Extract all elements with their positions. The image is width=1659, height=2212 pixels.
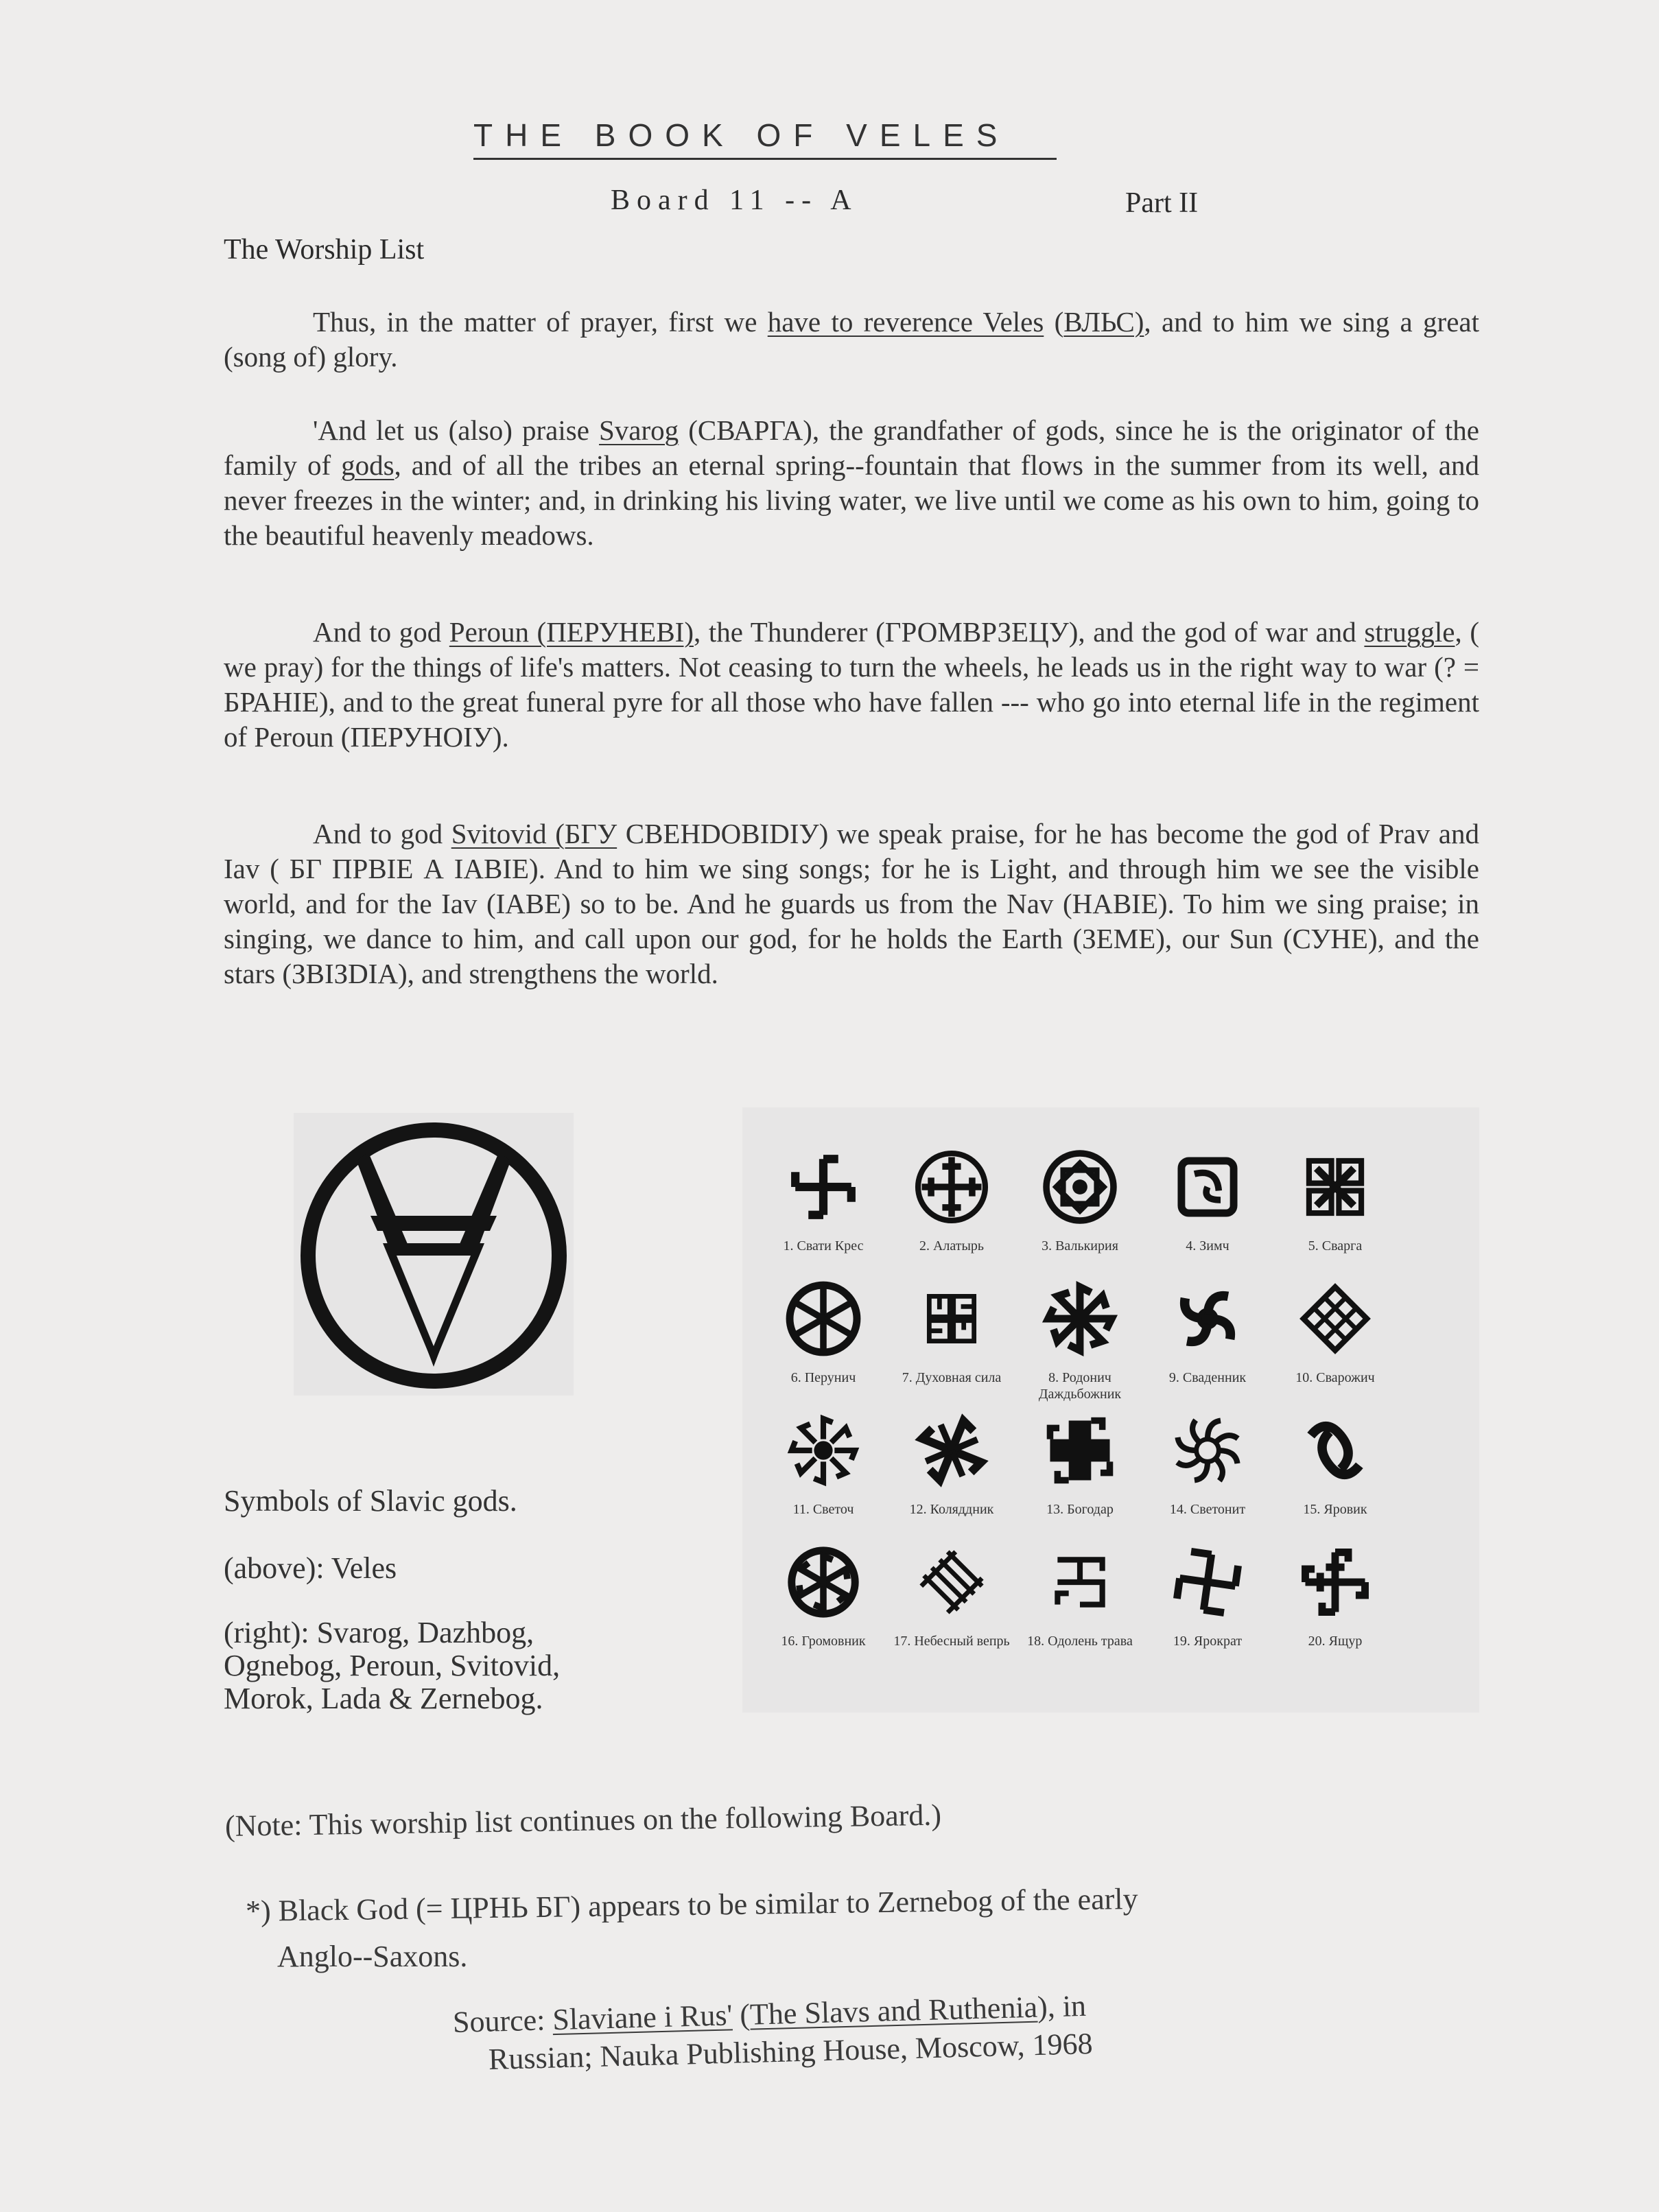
text: СВЕНDОВІDІУ) we speak praise, for he has become the god of Prav and Iav ( БГ ПРВІЕ А ІАВІЕ). And to him we sing songs; for he is Light, and through him we see the visible world, and for the Iav (ІАВЕ) so to be. And he guards us from the Nav (НАВІЕ). To him we sing praise; in singing, we dance to him, and call upon our god, for he holds the Earth (ЗЕМЕ), our Sun (СУНЕ), and the stars (ЗВІЗDІА), and strengthens the world.: [224, 818, 1480, 989]
star-hooks-icon: [1033, 1272, 1127, 1365]
caption-right-1: (right): Svarog, Dazhbog,: [224, 1616, 534, 1649]
underlined-text: struggle: [1364, 616, 1455, 648]
underlined-text: Svitovid (БГУ: [451, 818, 617, 849]
part-label: Part II: [1125, 187, 1199, 219]
paragraph-1: [224, 305, 1479, 375]
source-title: Slaviane i Rus': [552, 1998, 733, 2037]
text: 'And let us (also) praise: [313, 414, 599, 446]
underlined-text: Peroun (ПЕРУНЕВІ): [449, 616, 694, 648]
symbol-label: 10. Сварожич: [1295, 1370, 1375, 1385]
text: , and of all the tribes an eternal spring--fountain that flows in the summer from its well, and never freezes in the winter; and, in drinking his living water, we live until we come as his own to him, going to the beautiful heavenly meadows.: [224, 449, 1479, 551]
veles-symbol-icon: [294, 1113, 574, 1396]
caption-title: Symbols of Slavic gods.: [224, 1484, 517, 1518]
continuation-note: (Note: This worship list continues on the following Board.): [224, 1798, 942, 1843]
valkyrie-icon: [1033, 1140, 1127, 1234]
yashchur-icon: [1289, 1536, 1382, 1629]
symbol-cell: [755, 1272, 892, 1409]
symbol-cell: [1011, 1140, 1149, 1278]
symbol-label: 6. Перунич: [790, 1370, 856, 1385]
symbol-label: 14. Светонит: [1169, 1502, 1246, 1517]
thunder-wheel-icon: [777, 1536, 870, 1629]
meander-icon: [905, 1272, 998, 1365]
sun-hooks-icon: [1161, 1404, 1254, 1497]
symbol-cell: [1139, 1536, 1276, 1673]
symbol-cell: [1139, 1404, 1276, 1541]
paragraph-2: [224, 413, 1479, 553]
spiral-square-icon: [1161, 1140, 1254, 1234]
paragraph-3: [224, 615, 1479, 755]
caption-right-2: Ognebog, Peroun, Svitovid,: [224, 1649, 561, 1682]
caption-above: (above): Veles: [224, 1551, 397, 1585]
text: , and to him we sing a great (song of) glory.: [224, 306, 1479, 373]
odolen-icon: [1033, 1536, 1127, 1629]
symbol-label: 11. Светоч: [792, 1502, 854, 1517]
paragraph-4: [224, 816, 1479, 991]
symbol-label: 3. Валькирия: [1042, 1238, 1118, 1254]
symbol-label: 1. Свати Крес: [783, 1238, 864, 1254]
double-s-icon: [1289, 1404, 1382, 1497]
sun-rays-icon: [777, 1404, 870, 1497]
eight-arm-icon: [905, 1404, 998, 1497]
symbol-label: 9. Сваденник: [1168, 1370, 1247, 1385]
symbol-cell: [1267, 1404, 1404, 1541]
symbol-cell: [1011, 1536, 1149, 1673]
swirl-icon: [1161, 1272, 1254, 1365]
symbol-label: 16. Громовник: [781, 1634, 866, 1649]
slavic-symbols-panel: [742, 1107, 1479, 1713]
veles-symbol-figure: [294, 1113, 574, 1396]
underlined-text: gods: [341, 449, 395, 481]
symbol-cell: [1139, 1272, 1276, 1409]
symbol-cell: [755, 1140, 892, 1278]
symbol-cell: [1011, 1404, 1149, 1541]
text: ), in: [1037, 1988, 1087, 2024]
text: , ( we pray) for the things of life's matters. Not ceasing to turn the wheels, he leads us in the right way to war (? = БРАНІЕ), and to the great funeral pyre for all those who have fallen --- who go into eternal life in the regiment of Peroun (ПЕРУНОІУ).: [224, 616, 1480, 753]
symbol-cell: [883, 1404, 1020, 1541]
symbol-cell: [1267, 1536, 1404, 1673]
symbol-cell: [883, 1140, 1020, 1278]
source-line-2: Russian; Nauka Publishing House, Moscow, 1968: [488, 2026, 1094, 2076]
symbol-cell: [1011, 1272, 1149, 1409]
bold-cross-icon: [1033, 1404, 1127, 1497]
source-translation: The Slavs and Ruthenia: [749, 1990, 1038, 2032]
footnote-line-2: Anglo--Saxons.: [277, 1940, 468, 1973]
symbol-label: 4. Зимч: [1186, 1238, 1229, 1254]
symbol-label: 12. Коляддник: [909, 1502, 994, 1517]
symbol-label: 7. Духовная сила: [902, 1370, 1002, 1385]
symbol-label: 15. Яровик: [1303, 1502, 1367, 1517]
symbol-cell: [755, 1536, 892, 1673]
underlined-text: have to reverence Veles: [767, 306, 1044, 338]
text: And to god: [313, 616, 449, 648]
footnote-line-1: *) Black God (= ЦРНЬ БГ) appears to be similar to Zernebog of the early: [245, 1881, 1138, 1928]
underlined-text: ВЛЬС): [1063, 306, 1144, 338]
wheel-icon: [777, 1272, 870, 1365]
diagonal-icon: [905, 1536, 998, 1629]
symbol-label: 2. Алатырь: [919, 1238, 985, 1254]
svarga-icon: [1289, 1140, 1382, 1234]
document-title: THE BOOK OF VELES: [473, 117, 1057, 160]
text: , the Thunderer (ГРОМВРЗЕЦУ), and the god of war and: [693, 616, 1365, 648]
text: (СВАРГА), the grandfather of gods, since he is the originator of the family of: [224, 414, 1479, 481]
symbol-cell: [883, 1272, 1020, 1409]
cross-hooks-icon: [777, 1140, 870, 1234]
underlined-text: Svarog: [598, 414, 679, 446]
symbol-label: 8. Родонич Даждьбожник: [1038, 1370, 1122, 1402]
symbol-cell: [1267, 1272, 1404, 1409]
lattice-icon: [1289, 1272, 1382, 1365]
symbol-label: 17. Небесный вепрь: [893, 1634, 1010, 1649]
text: Source:: [452, 2003, 553, 2039]
symbol-label: 18. Одолень трава: [1027, 1634, 1133, 1649]
symbol-cell: [883, 1536, 1020, 1673]
symbol-cell: [755, 1404, 892, 1541]
symbol-label: 13. Богодар: [1046, 1502, 1114, 1517]
text: And to god: [313, 818, 451, 849]
section-heading: The Worship List: [224, 234, 425, 266]
cross-circle-icon: [905, 1140, 998, 1234]
symbol-label: 20. Ящур: [1308, 1634, 1363, 1649]
caption-right-3: Morok, Lada & Zernebog.: [224, 1682, 543, 1715]
symbol-cell: [1139, 1140, 1276, 1278]
symbol-label: 5. Сварга: [1308, 1238, 1363, 1254]
symbol-label: 19. Ярократ: [1173, 1634, 1243, 1649]
text: (: [1044, 306, 1064, 338]
board-label: Board 11 -- A: [611, 185, 858, 216]
text: Thus, in the matter of prayer, first we: [313, 306, 768, 338]
yarokrat-icon: [1161, 1536, 1254, 1629]
symbol-cell: [1267, 1140, 1404, 1278]
text: (: [731, 1997, 751, 2032]
